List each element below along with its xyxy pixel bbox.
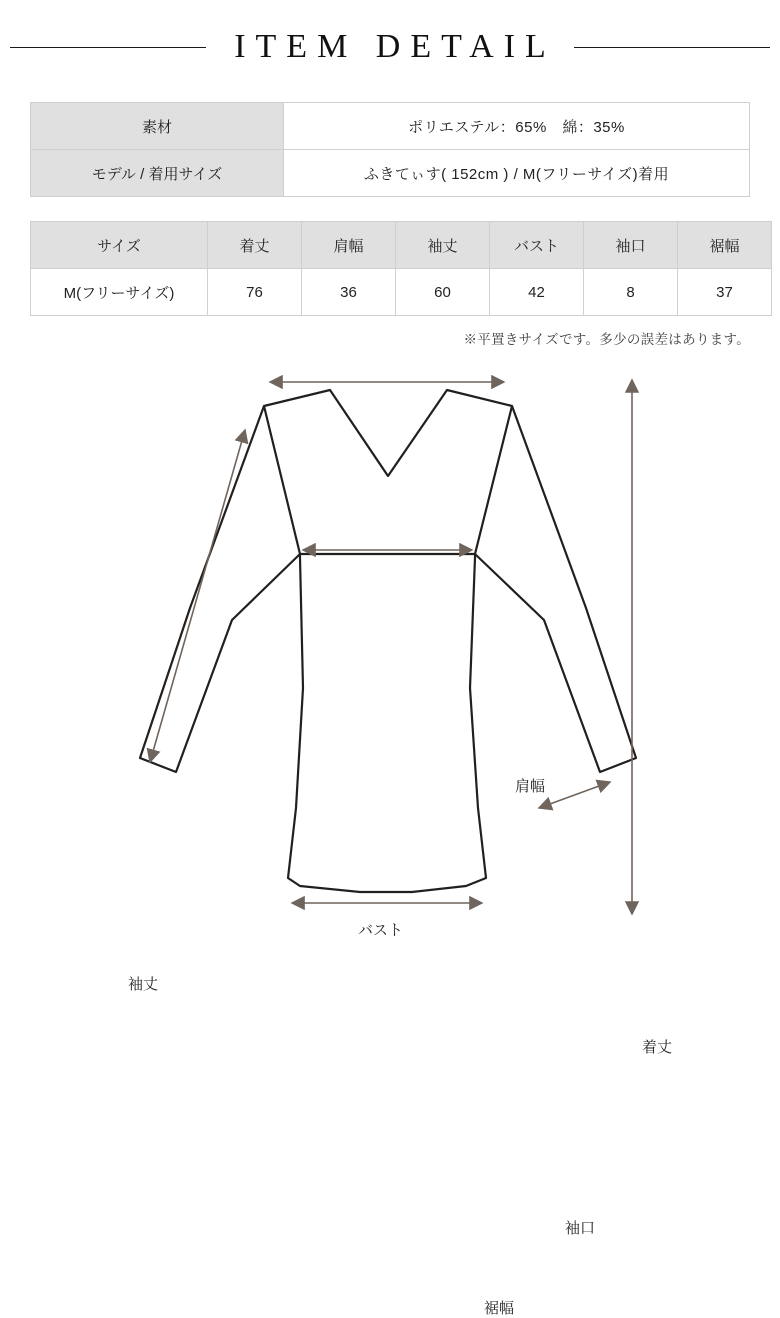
size-cell-hem: 37 <box>678 269 772 316</box>
page-header <box>0 0 780 66</box>
size-header-hem: 裾幅 <box>678 222 772 269</box>
table-header-row <box>31 222 772 269</box>
diagram-label-sleeve-length: 袖丈 <box>128 976 159 993</box>
model-size-value: ふきてぃす( 152cm ) / M(フリーサイズ)着用 <box>284 150 750 197</box>
table-row <box>31 150 750 197</box>
material-table <box>30 102 750 197</box>
material-label: 素材 <box>31 103 284 150</box>
header-rule-left <box>10 47 206 48</box>
table-row <box>31 103 750 150</box>
size-table <box>30 221 772 316</box>
table-row <box>31 269 772 316</box>
diagram-label-shoulder: 肩幅 <box>515 778 546 795</box>
size-cell-shoulder: 36 <box>302 269 396 316</box>
size-header-length: 着丈 <box>208 222 302 269</box>
size-header-cuff: 袖口 <box>584 222 678 269</box>
material-table-wrapper <box>30 102 750 197</box>
diagram-label-dress-length: 着丈 <box>642 1039 673 1056</box>
size-cell-length: 76 <box>208 269 302 316</box>
diagram-label-hem: 裾幅 <box>484 1300 515 1317</box>
size-header-shoulder: 肩幅 <box>302 222 396 269</box>
size-cell-bust: 42 <box>490 269 584 316</box>
page-title: ITEM DETAIL <box>234 28 556 65</box>
diagram-label-cuff: 袖口 <box>565 1220 596 1237</box>
material-value: ポリエステル：65% 綿：35% <box>284 103 750 150</box>
size-cell-cuff: 8 <box>584 269 678 316</box>
size-header-sleeve: 袖丈 <box>396 222 490 269</box>
size-header-bust: バスト <box>490 222 584 269</box>
model-size-label: モデル / 着用サイズ <box>31 150 284 197</box>
diagram-label-bust: バスト <box>358 922 404 939</box>
header-rule-right <box>574 47 770 48</box>
size-note: ※平置きサイズです。多少の誤差はあります。 <box>463 332 750 347</box>
size-header-size: サイズ <box>31 222 208 269</box>
size-row-name: M(フリーサイズ) <box>31 269 208 316</box>
size-cell-sleeve: 60 <box>396 269 490 316</box>
garment-diagram <box>0 358 780 1317</box>
size-table-wrapper <box>30 221 750 316</box>
